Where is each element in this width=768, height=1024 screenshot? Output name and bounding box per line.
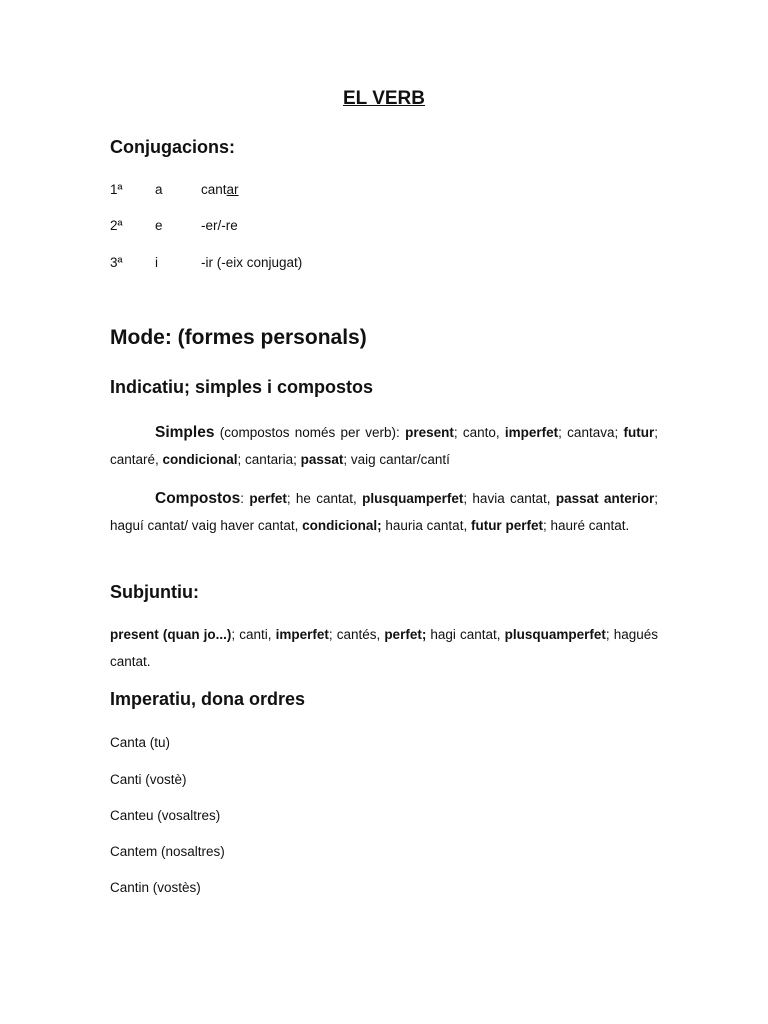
conjugation-vowel: i xyxy=(155,255,158,270)
indicative-heading: Indicatiu; simples i compostos xyxy=(110,377,374,397)
subjunctive-paragraph: present (quan jo...); canti, imperfet; cantés, perfet; hagi cantat, plusquamperfet; hagués cantat. xyxy=(110,627,659,669)
conjugation-number: 3ª xyxy=(110,255,123,270)
imperative-item: Canteu (vosaltres) xyxy=(110,808,221,823)
compostos-paragraph: Compostos: perfet; he cantat, plusquamperfet; havia cantat, passat anterior; haguí cantat/ vaig haver cantat, condicional; hauria cantat, futur perfet; hauré cantat. xyxy=(110,490,658,533)
subjunctive-heading: Subjuntiu: xyxy=(110,582,199,602)
imperative-item: Canta (tu) xyxy=(110,735,171,750)
imperative-item: Cantin (vostès) xyxy=(110,880,201,895)
conjugation-ending xyxy=(201,182,239,197)
imperative-heading: Imperatiu, dona ordres xyxy=(110,689,306,709)
compostos-lead: Compostos xyxy=(155,490,241,507)
conjugation-number: 1ª xyxy=(110,182,123,197)
conjugation-number: 2ª xyxy=(110,218,123,233)
conjugation-ending-underlined: ar xyxy=(226,182,239,197)
conjugation-vowel: e xyxy=(155,218,163,233)
imperative-item: Cantem (nosaltres) xyxy=(110,844,225,859)
conjugation-ending: -er/-re xyxy=(201,218,238,233)
mode-heading: Mode: (formes personals) xyxy=(110,326,367,349)
conjugation-row-3 xyxy=(110,255,658,275)
conjugation-row-2 xyxy=(110,218,658,238)
conjugation-ending: -ir (-eix conjugat) xyxy=(201,255,303,270)
document-title: EL VERB xyxy=(342,88,425,109)
conjugation-ending-stem: cant xyxy=(201,182,227,197)
simples-paragraph: Simples (compostos només per verb): present; canto, imperfet; cantava; futur; cantaré, condicional; cantaria; passat; vaig cantar/cantí xyxy=(110,424,658,467)
imperative-item: Canti (vostè) xyxy=(110,772,187,787)
conjugation-vowel: a xyxy=(155,182,163,197)
conjugations-heading: Conjugacions: xyxy=(110,137,235,157)
conjugation-row-1 xyxy=(110,182,658,202)
simples-lead: Simples xyxy=(155,424,215,441)
